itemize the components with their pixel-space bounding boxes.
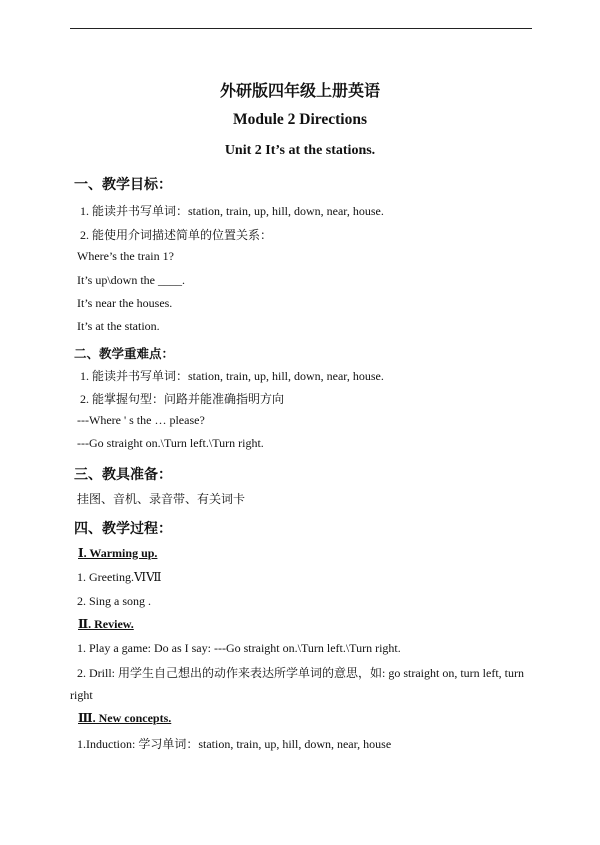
objectives-line-5: It’s near the houses. bbox=[77, 296, 173, 310]
review-title: Ⅱ. Review. bbox=[78, 617, 134, 631]
review-line-2: 2. Drill: 用学生自己想出的动作来表达所学单词的意思，如: go straight on, turn left, turn bbox=[77, 666, 524, 680]
objectives-line-2: 2. 能使用介词描述简单的位置关系： bbox=[80, 228, 273, 242]
materials-line-1: 挂图、音机、录音带、有关词卡 bbox=[77, 492, 246, 506]
document-title: 外研版四年级上册英语 bbox=[219, 81, 380, 100]
objectives-heading: 一、教学目标： bbox=[74, 177, 172, 193]
objectives-line-3: Where’s the train 1? bbox=[77, 249, 174, 263]
key-points-heading: 二、教学重难点： bbox=[74, 346, 175, 361]
process-heading: 四、教学过程： bbox=[74, 521, 172, 537]
key-points-line-4: ---Go straight on.\Turn left.\Turn right. bbox=[77, 436, 264, 450]
key-points-line-3: ---Where ' s the … please? bbox=[77, 413, 205, 427]
new-concepts-line-1: 1.Induction: 学习单词：station, train, up, hill, down, near, house bbox=[77, 737, 392, 751]
warming-up-line-2: 2. Sing a song . bbox=[77, 594, 152, 608]
objectives-line-4: It’s up\down the ____. bbox=[77, 273, 185, 287]
header-rule bbox=[70, 28, 532, 29]
unit-title: Unit 2 It’s at the stations. bbox=[224, 143, 376, 158]
warming-up-line-1: 1. Greeting.ⅥⅦ bbox=[77, 570, 162, 584]
review-line-3: right bbox=[70, 688, 93, 702]
materials-heading: 三、教具准备： bbox=[74, 467, 172, 483]
module-title: Module 2 Directions bbox=[232, 111, 368, 128]
objectives-line-1: 1. 能读并书写单词：station, train, up, hill, down, near, house. bbox=[80, 204, 384, 218]
key-points-line-2: 2. 能掌握句型：问路并能准确指明方向 bbox=[80, 392, 285, 406]
review-line-1: 1. Play a game: Do as I say: ---Go straight on.\Turn left.\Turn right. bbox=[77, 641, 401, 655]
objectives-line-6: It’s at the station. bbox=[77, 319, 160, 333]
warming-up-title: Ⅰ. Warming up. bbox=[78, 546, 158, 560]
new-concepts-title: Ⅲ. New concepts. bbox=[78, 711, 172, 725]
key-points-line-1: 1. 能读并书写单词：station, train, up, hill, down, near, house. bbox=[80, 369, 384, 383]
